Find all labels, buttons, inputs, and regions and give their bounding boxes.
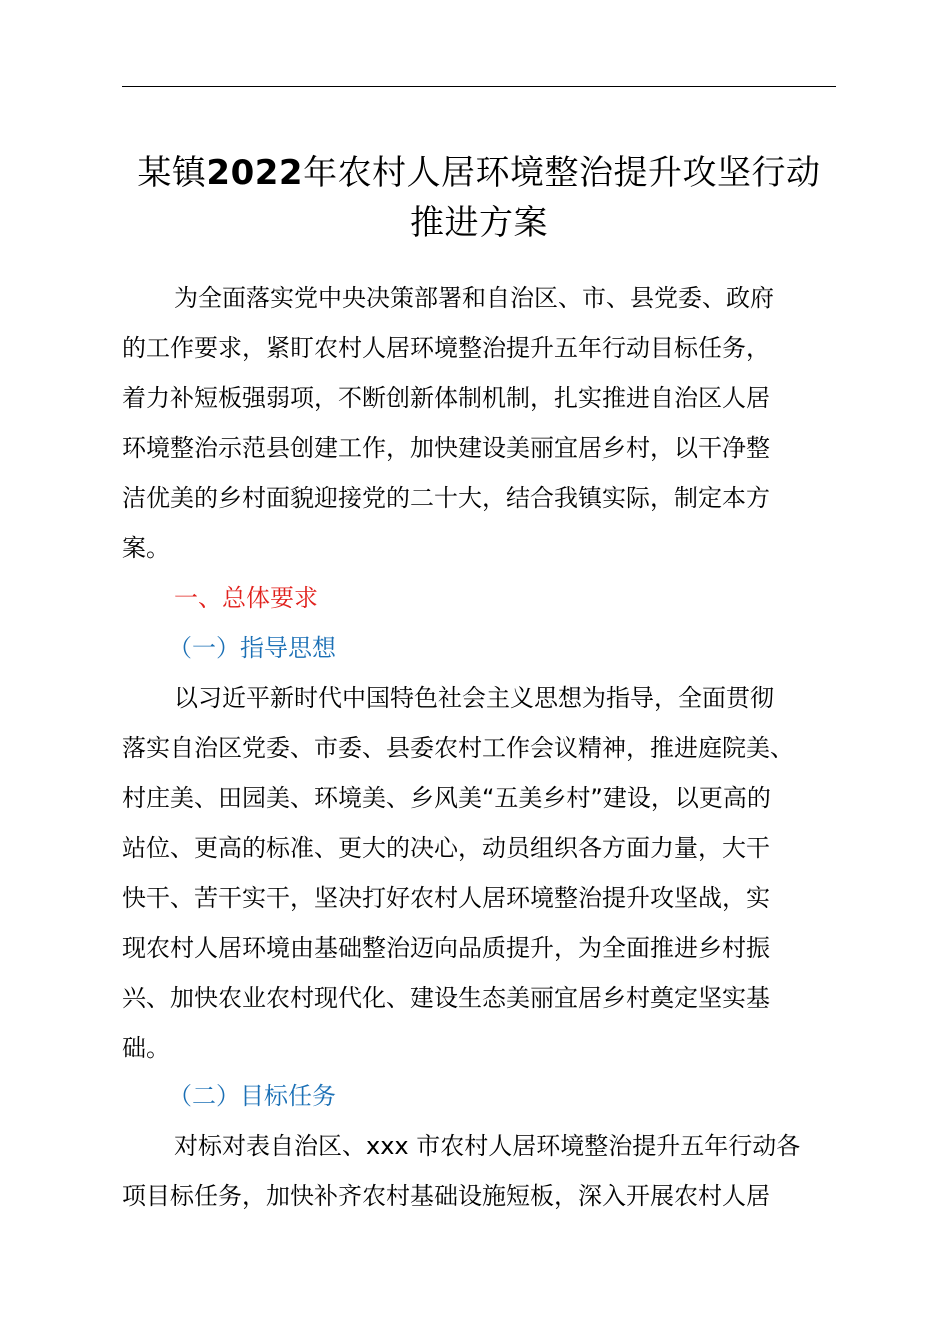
body-line: 站位、更高的标准、更大的决心，动员组织各方面力量，大干 [122, 834, 770, 862]
body-line: 础。 [122, 1034, 170, 1062]
body-line: 村庄美、田园美、环境美、乡风美“五美乡村”建设，以更高的 [122, 784, 771, 812]
body-line: 现农村人居环境由基础整治迈向品质提升，为全面推进乡村振 [122, 934, 770, 962]
section-heading-1: 一、总体要求 [174, 584, 318, 612]
header-rule [122, 86, 836, 87]
subsection-heading-1: （一）指导思想 [168, 634, 336, 662]
document-title-line-2: 推进方案 [410, 203, 548, 243]
body-line: 项目标任务，加快补齐农村基础设施短板，深入开展农村人居 [122, 1182, 770, 1210]
intro-line: 着力补短板强弱项，不断创新体制机制，扎实推进自治区人居 [122, 384, 770, 412]
intro-line: 为全面落实党中央决策部署和自治区、市、县党委、政府 [174, 284, 774, 312]
intro-line: 洁优美的乡村面貌迎接党的二十大，结合我镇实际，制定本方 [122, 484, 770, 512]
body-line: 快干、苦干实干，坚决打好农村人居环境整治提升攻坚战，实 [122, 884, 770, 912]
subsection-heading-2: （二）目标任务 [168, 1082, 336, 1110]
intro-line: 的工作要求，紧盯农村人居环境整治提升五年行动目标任务， [122, 334, 770, 362]
intro-line: 环境整治示范县创建工作，加快建设美丽宜居乡村，以干净整 [122, 434, 770, 462]
document-title-line-1: 某镇2022年农村人居环境整治提升攻坚行动 [137, 153, 821, 193]
body-line: 对标对表自治区、xxx 市农村人居环境整治提升五年行动各 [174, 1132, 801, 1160]
body-line: 落实自治区党委、市委、县委农村工作会议精神，推进庭院美、 [122, 734, 794, 762]
intro-line: 案。 [122, 534, 170, 562]
body-line: 以习近平新时代中国特色社会主义思想为指导，全面贯彻 [174, 684, 774, 712]
body-line: 兴、加快农业农村现代化、建设生态美丽宜居乡村奠定坚实基 [122, 984, 770, 1012]
